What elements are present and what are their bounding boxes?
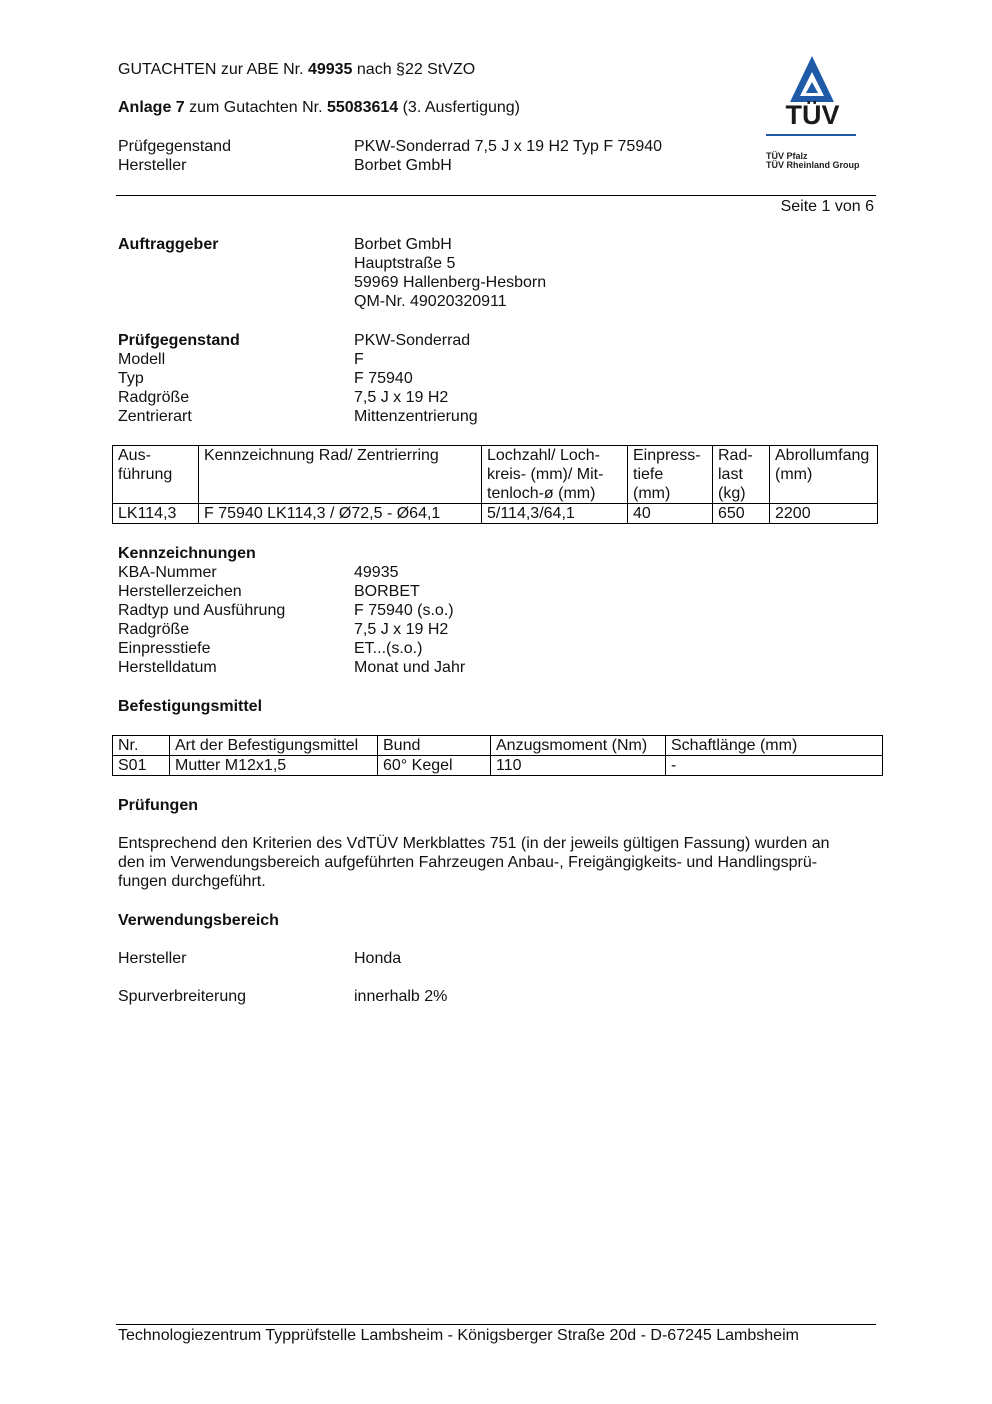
auftraggeber-line: Hauptstraße 5	[354, 255, 456, 272]
table-cell: 650	[713, 504, 770, 524]
auftraggeber-line: 59969 Hallenberg-Hesborn	[354, 274, 547, 291]
table-cell: Mutter M12x1,5	[170, 756, 378, 776]
table-cell: -	[666, 756, 883, 776]
pruefungen-text-line: fungen durchgeführt.	[118, 873, 266, 890]
pruef-label: Typ	[118, 370, 144, 387]
header-divider	[116, 195, 876, 196]
wheel-table	[112, 445, 878, 524]
table-header-cell: Aus- führung	[113, 446, 199, 504]
auftraggeber-line: Borbet GmbH	[354, 236, 452, 253]
header-hersteller-label: Hersteller	[118, 157, 187, 174]
kennz-label: Herstelldatum	[118, 659, 217, 676]
kennz-label: KBA-Nummer	[118, 564, 217, 581]
kennz-value: 7,5 J x 19 H2	[354, 621, 449, 638]
pruef-label-title: Prüfgegenstand	[118, 332, 240, 349]
header-pruefgegenstand-value: PKW-Sonderrad 7,5 J x 19 H2 Typ F 75940	[354, 138, 663, 155]
pruef-label: Radgröße	[118, 389, 190, 406]
table-header-cell: Art der Befestigungsmittel	[170, 736, 378, 756]
table-cell: 60° Kegel	[378, 756, 491, 776]
pruef-value: F 75940	[354, 370, 413, 387]
kennz-value: F 75940 (s.o.)	[354, 602, 454, 619]
kennz-value: 49935	[354, 564, 399, 581]
header-hersteller-value: Borbet GmbH	[354, 157, 452, 174]
pruefungen-title: Prüfungen	[118, 797, 198, 814]
table-row	[113, 504, 878, 524]
table-header-cell: Lochzahl/ Loch- kreis- (mm)/ Mit- tenloch-ø (mm)	[482, 446, 628, 504]
kennz-label: Radgröße	[118, 621, 190, 638]
table-cell: 2200	[770, 504, 878, 524]
table-header-cell: Nr.	[113, 736, 170, 756]
kennz-label: Herstellerzeichen	[118, 583, 242, 600]
auftraggeber-label: Auftraggeber	[118, 236, 219, 253]
table-cell: 5/114,3/64,1	[482, 504, 628, 524]
pruef-value: F	[354, 351, 364, 368]
table-header-row	[113, 736, 883, 756]
table-header-cell: Rad- last (kg)	[713, 446, 770, 504]
table-header-cell: Abrollumfang (mm)	[770, 446, 878, 504]
table-cell: S01	[113, 756, 170, 776]
table-cell: F 75940 LK114,3 / Ø72,5 - Ø64,1	[199, 504, 482, 524]
logo-line1: TÜV Pfalz	[766, 151, 808, 161]
footer-divider	[116, 1324, 876, 1325]
page-number: Seite 1 von 6	[780, 198, 874, 215]
table-cell: 40	[628, 504, 713, 524]
logo-rule	[766, 134, 856, 136]
header-anlage-line: Anlage 7 zum Gutachten Nr. 55083614 (3. Ausfertigung)	[118, 99, 520, 116]
logo-line2: TÜV Rheinland Group	[766, 160, 860, 170]
verwendung-hersteller-label: Hersteller	[118, 950, 187, 967]
kennz-label: Radtyp und Ausführung	[118, 602, 286, 619]
table-header-cell: Kennzeichnung Rad/ Zentrierring	[199, 446, 482, 504]
table-header-cell: Schaftlänge (mm)	[666, 736, 883, 756]
table-row	[113, 756, 883, 776]
tuev-logo	[760, 56, 865, 174]
table-header-cell: Anzugsmoment (Nm)	[491, 736, 666, 756]
pruefungen-text-line: den im Verwendungsbereich aufgeführten Fahrzeugen Anbau-, Freigängigkeits- und Handlingsprü-	[118, 854, 818, 871]
header-pruefgegenstand-label: Prüfgegenstand	[118, 138, 231, 155]
pruef-label: Zentrierart	[118, 408, 192, 425]
kennz-value: ET...(s.o.)	[354, 640, 423, 657]
pruef-value: PKW-Sonderrad	[354, 332, 471, 349]
befestigung-title: Befestigungsmittel	[118, 698, 263, 715]
verwendung-hersteller-value: Honda	[354, 950, 402, 967]
kennz-label: Einpresstiefe	[118, 640, 211, 657]
header-abe-line: GUTACHTEN zur ABE Nr. 49935 nach §22 StVZO	[118, 61, 476, 78]
table-cell: LK114,3	[113, 504, 199, 524]
verwendung-spur-value: innerhalb 2%	[354, 988, 448, 1005]
footer-text: Technologiezentrum Typprüfstelle Lambsheim - Königsberger Straße 20d - D-67245 Lambsheim	[118, 1327, 799, 1344]
kennz-value: Monat und Jahr	[354, 659, 466, 676]
table-header-row	[113, 446, 878, 504]
pruef-label: Modell	[118, 351, 166, 368]
pruef-value: 7,5 J x 19 H2	[354, 389, 449, 406]
tuev-wordmark: TÜV	[785, 100, 840, 130]
table-header-cell: Einpress- tiefe (mm)	[628, 446, 713, 504]
table-header-cell: Bund	[378, 736, 491, 756]
auftraggeber-line: QM-Nr. 49020320911	[354, 293, 507, 310]
verwendung-title: Verwendungsbereich	[118, 912, 279, 929]
table-cell: 110	[491, 756, 666, 776]
kennzeichnungen-title: Kennzeichnungen	[118, 545, 256, 562]
kennz-value: BORBET	[354, 583, 420, 600]
pruefungen-text-line: Entsprechend den Kriterien des VdTÜV Merkblattes 751 (in der jeweils gültigen Fassung) wurden an	[118, 835, 830, 852]
befestigung-table	[112, 735, 883, 776]
pruef-value: Mittenzentrierung	[354, 408, 478, 425]
verwendung-spur-label: Spurverbreiterung	[118, 988, 247, 1005]
